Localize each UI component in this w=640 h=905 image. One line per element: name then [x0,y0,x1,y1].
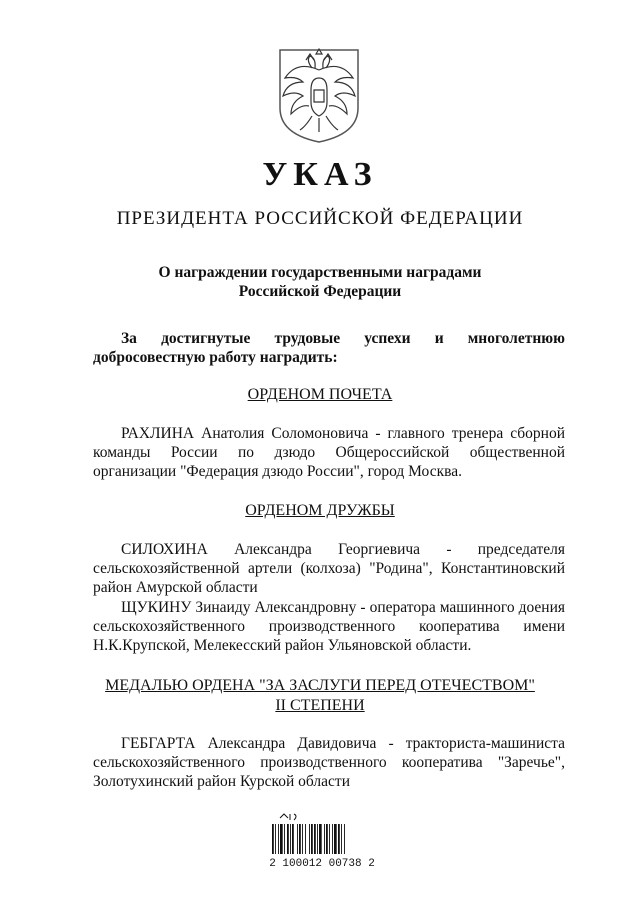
order-title [0,676,640,716]
heading-line: Российской Федерации [238,283,402,300]
barcode-bar [287,824,289,854]
barcode-bar [278,824,279,854]
intro-word: многолетнюю [467,330,565,347]
barcode-bar [299,824,301,854]
intro-word: трудовые [274,330,341,347]
barcode-bar [280,824,283,854]
barcode-icon [268,812,372,856]
heading-line: О награждении государственными наградами [158,264,482,281]
barcode-bar [290,824,291,854]
order-title: ОРДЕНОМ ПОЧЕТА [247,386,393,403]
intro-word: и [434,330,444,347]
barcode-bar [305,824,306,854]
order-title-line: МЕДАЛЬЮ ОРДЕНА "ЗА ЗАСЛУГИ ПЕРЕД ОТЕЧЕСТВОМ" [105,677,535,694]
barcode-bar [309,824,310,854]
barcode-bar [326,824,328,854]
barcode-bar [334,824,337,854]
barcode-bar [332,824,333,854]
intro-paragraph [93,329,565,367]
barcode-bar [292,824,294,854]
state-emblem-icon [276,46,362,144]
award-entry: СИЛОХИНА Александра Георгиевича - председателя сельскохозяйственной артели (колхоза) "Родина", Константиновский район Амурской области [93,541,565,596]
award-entry: ГЕБГАРТА Александра Давидовича - тракториста-машиниста сельскохозяйственного производственного кооператива "Заречье", Золотухинский район Курской области [93,735,565,790]
barcode-number: 2 100012 00738 2 [269,858,375,870]
document-title: УКАЗ [262,156,378,193]
barcode-bar [311,824,313,854]
barcode-bar [344,824,345,854]
order-title-line: II СТЕПЕНИ [275,697,365,714]
document-heading [0,263,640,301]
barcode-bar [275,824,276,854]
barcode-bar [338,824,340,854]
intro-word: достигнутые [161,330,251,347]
award-entry: РАХЛИНА Анатолия Соломоновича - главного тренера сборной команды России по дзюдо Общероссийской общественной организации "Федерация дзюдо России", город Москва. [93,425,565,480]
barcode-bar [319,824,322,854]
barcode-bar [341,824,342,854]
barcode-bar [329,824,330,854]
barcode-bar [302,824,303,854]
barcode-bar [314,824,316,854]
intro-word: За [121,330,137,347]
intro-line: добросовестную работу наградить: [93,349,338,366]
barcode-bar [297,824,298,854]
barcode-bar [317,824,318,854]
barcode-bar [272,824,274,854]
award-entry: ЩУКИНУ Зинаиду Александровну - оператора машинного доения сельскохозяйственного производственного кооператива имени Н.К.Крупской, Мелекесский район Ульяновской области. [93,599,565,654]
barcode-bar [324,824,325,854]
document-subtitle: ПРЕЗИДЕНТА РОССИЙСКОЙ ФЕДЕРАЦИИ [116,208,524,229]
intro-word: успехи [364,330,411,347]
barcode-bar [284,824,285,854]
order-title: ОРДЕНОМ ДРУЖБЫ [245,502,395,519]
